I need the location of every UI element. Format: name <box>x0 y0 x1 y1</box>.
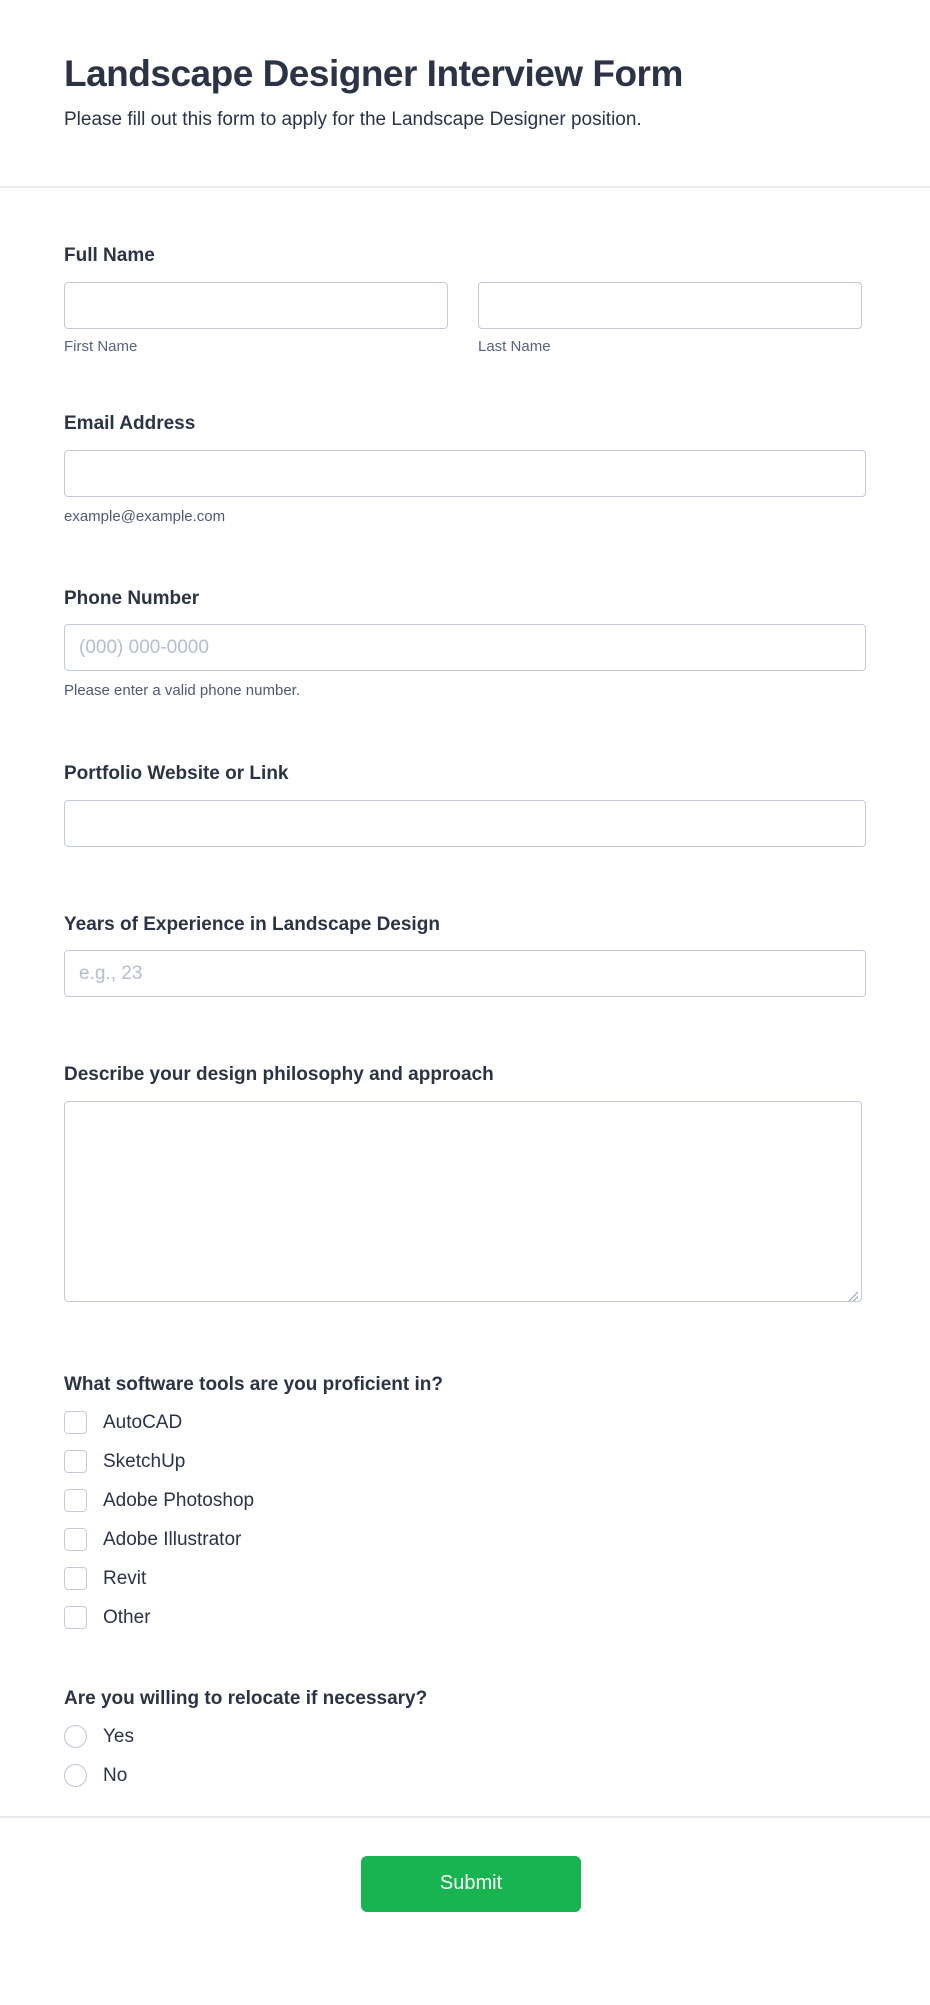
question-portfolio <box>64 762 866 847</box>
question-relocate <box>64 1687 866 1787</box>
autocad-checkbox[interactable] <box>64 1411 87 1434</box>
relocate-label: Are you willing to relocate if necessary? <box>64 1687 428 1709</box>
relocate-options <box>64 1725 866 1787</box>
first-name-col <box>64 282 448 357</box>
revit-checkbox[interactable] <box>64 1567 87 1590</box>
question-email <box>64 412 866 526</box>
question-software <box>64 1373 866 1629</box>
email-label: Email Address <box>64 413 196 435</box>
last-name-sublabel: Last Name <box>478 337 551 355</box>
illustrator-label: Adobe Illustrator <box>103 1528 242 1550</box>
first-name-input[interactable] <box>64 282 448 329</box>
last-name-col <box>478 282 862 357</box>
relocate-yes-label: Yes <box>103 1725 134 1747</box>
phone-helper-text: Please enter a valid phone number. <box>64 682 300 700</box>
philosophy-label: Describe your design philosophy and approach <box>64 1064 494 1086</box>
relocate-no-label: No <box>103 1764 128 1786</box>
question-phone <box>64 587 866 701</box>
sketchup-checkbox[interactable] <box>64 1450 87 1473</box>
sketchup-label: SketchUp <box>103 1450 186 1472</box>
checkbox-row-revit <box>64 1567 866 1590</box>
submit-button[interactable]: Submit <box>361 1856 581 1912</box>
full-name-label: Full Name <box>64 245 155 266</box>
portfolio-label: Portfolio Website or Link <box>64 762 289 784</box>
software-label: What software tools are you proficient in? <box>64 1374 443 1395</box>
page-subtitle: Please fill out this form to apply for the Landscape Designer position. <box>64 109 642 131</box>
portfolio-input[interactable] <box>64 800 866 847</box>
relocate-yes-radio[interactable] <box>64 1725 87 1748</box>
checkbox-row-illustrator <box>64 1528 866 1551</box>
phone-input[interactable] <box>64 624 866 671</box>
philosophy-textarea[interactable] <box>64 1101 862 1302</box>
first-name-sublabel: First Name <box>64 337 138 355</box>
submit-bar <box>0 1818 930 1912</box>
form-body <box>0 244 930 1787</box>
page-title: Landscape Designer Interview Form <box>64 53 683 94</box>
phone-label: Phone Number <box>64 587 200 609</box>
experience-label: Years of Experience in Landscape Design <box>64 913 440 935</box>
other-label: Other <box>103 1606 151 1628</box>
email-helper-text: example@example.com <box>64 508 226 525</box>
question-experience <box>64 913 866 998</box>
email-input[interactable] <box>64 450 866 497</box>
philosophy-textarea-wrap <box>64 1101 862 1307</box>
radio-row-no <box>64 1764 866 1787</box>
relocate-no-radio[interactable] <box>64 1764 87 1787</box>
photoshop-label: Adobe Photoshop <box>103 1489 255 1511</box>
photoshop-checkbox[interactable] <box>64 1489 87 1512</box>
experience-input[interactable] <box>64 950 866 997</box>
last-name-input[interactable] <box>478 282 862 329</box>
software-options <box>64 1411 866 1629</box>
name-row <box>64 282 862 357</box>
autocad-label: AutoCAD <box>103 1411 183 1433</box>
checkbox-row-other <box>64 1606 866 1629</box>
checkbox-row-photoshop <box>64 1489 866 1512</box>
checkbox-row-sketchup <box>64 1450 866 1473</box>
illustrator-checkbox[interactable] <box>64 1528 87 1551</box>
radio-row-yes <box>64 1725 866 1748</box>
checkbox-row-autocad <box>64 1411 866 1434</box>
other-checkbox[interactable] <box>64 1606 87 1629</box>
header-divider <box>0 186 930 188</box>
question-philosophy <box>64 1063 866 1307</box>
form-header <box>0 0 930 186</box>
question-full-name <box>64 244 866 356</box>
revit-label: Revit <box>103 1567 147 1589</box>
